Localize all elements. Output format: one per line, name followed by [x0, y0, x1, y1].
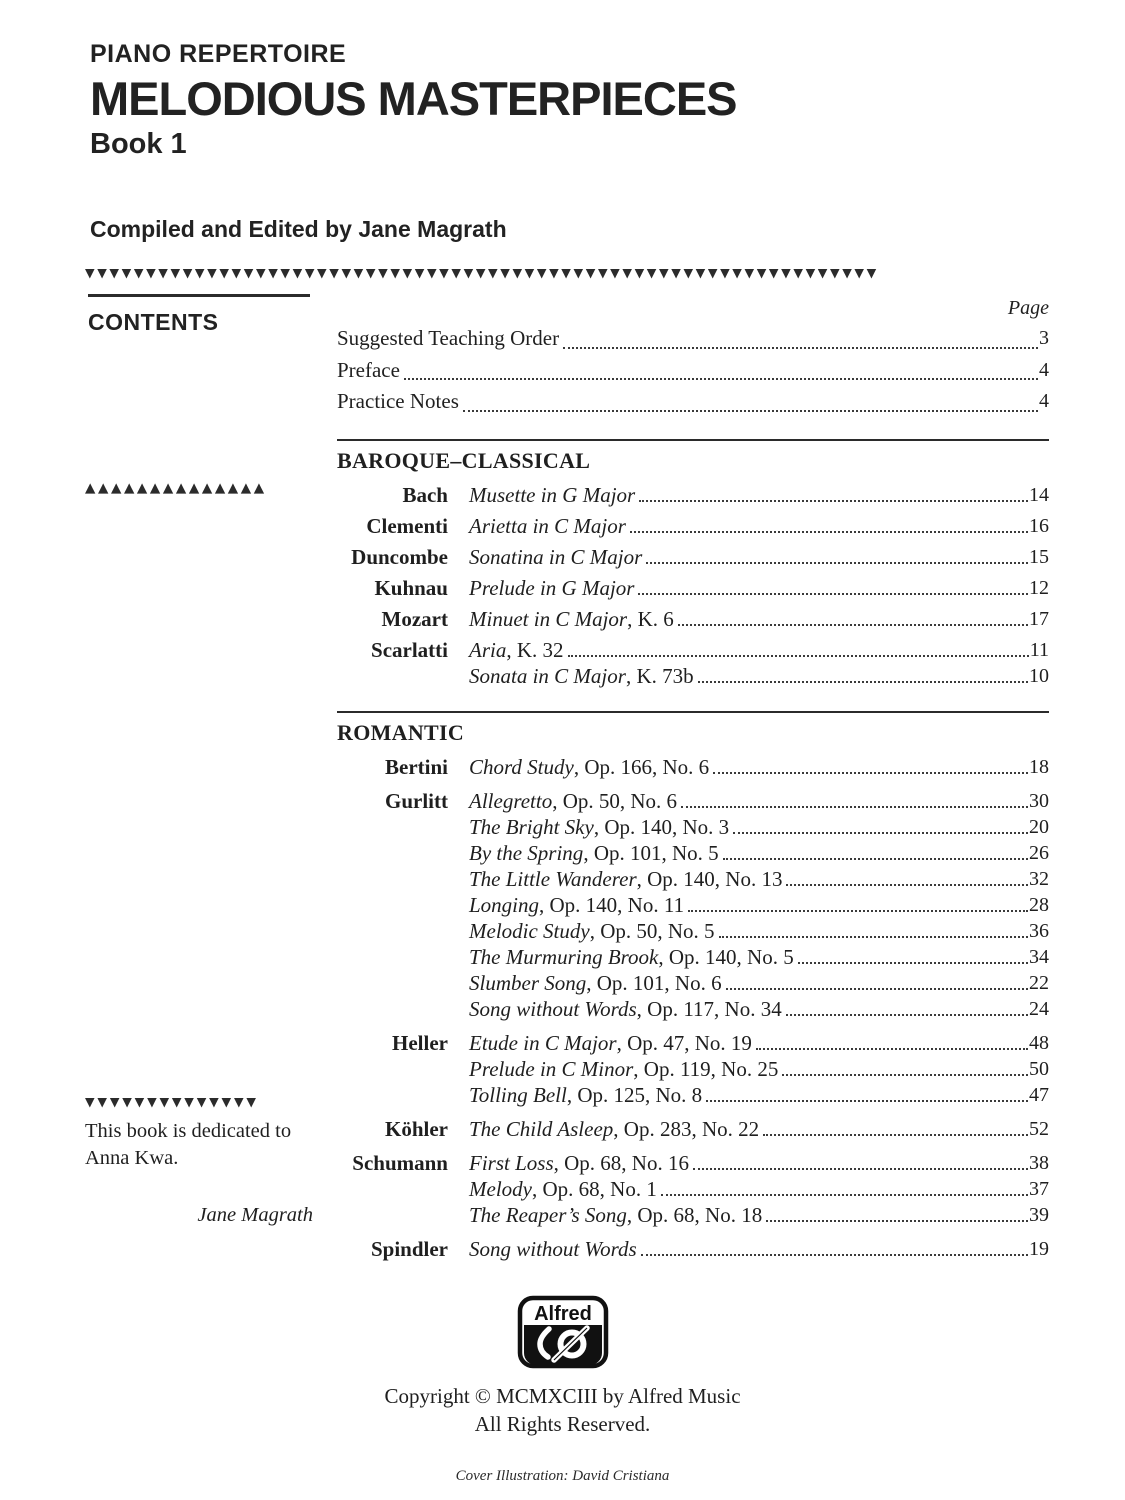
piece-detail: , Op. 47, No. 19	[616, 1030, 752, 1055]
dot-leader	[733, 832, 1028, 834]
page-number: 28	[1029, 893, 1049, 916]
composer-cell: Bertini	[385, 754, 448, 779]
triangle-down-band-icon: ▼▼▼▼▼▼▼▼▼▼▼▼▼▼	[85, 1094, 259, 1109]
dot-leader	[723, 858, 1028, 860]
entry-line	[469, 944, 1049, 970]
piece-title: Sonatina in C Major	[469, 544, 643, 569]
entry-line	[469, 1056, 1049, 1082]
page-number: 50	[1029, 1057, 1049, 1080]
piece-title: Tolling Bell	[469, 1082, 567, 1107]
piece-detail: , Op. 68, No. 1	[531, 1176, 657, 1201]
composer-cell: Duncombe	[351, 544, 448, 569]
section-title: BAROQUE–CLASSICAL	[337, 447, 591, 473]
toc-entry	[337, 1030, 1049, 1056]
piece-detail: , Op. 140, No. 13	[636, 866, 783, 891]
entry-line	[469, 840, 1049, 866]
dot-leader	[688, 910, 1028, 912]
entry-line	[469, 1176, 1049, 1202]
toc-entry	[337, 355, 1049, 387]
page-number: 17	[1029, 607, 1049, 630]
table-of-contents	[337, 297, 1049, 1262]
page-number: 48	[1029, 1031, 1049, 1054]
dot-leader	[786, 1014, 1028, 1016]
dot-leader	[463, 410, 1038, 412]
piece-title: Melody	[469, 1176, 532, 1201]
piece-detail: , Op. 101, No. 6	[586, 970, 722, 995]
piece-title: Minuet in C Major	[469, 606, 628, 631]
composer-cell: Kuhnau	[374, 575, 448, 600]
toc-entry	[337, 544, 1049, 570]
toc-entry	[337, 1176, 1049, 1202]
entry-line	[337, 323, 1049, 355]
piece-detail: , Op. 68, No. 18	[626, 1202, 763, 1227]
dot-leader	[786, 884, 1028, 886]
page-number: 32	[1029, 867, 1049, 890]
piece-detail: , Op. 68, No. 16	[553, 1150, 689, 1175]
piece-detail: , Op. 283, No. 22	[613, 1116, 760, 1141]
piece-detail: , Op. 101, No. 5	[583, 840, 719, 865]
byline: Compiled and Edited by Jane Magrath	[90, 216, 507, 242]
page-number: 10	[1029, 664, 1049, 687]
entry-line	[469, 754, 1049, 780]
entry-line	[469, 814, 1049, 840]
book-number: Book 1	[90, 128, 187, 160]
dedication	[85, 1118, 335, 1227]
entry-line	[469, 1116, 1049, 1142]
dot-leader	[639, 500, 1028, 502]
piece-detail: , Op. 140, No. 5	[658, 944, 794, 969]
entry-line	[469, 637, 1049, 663]
piece-detail: , Op. 50, No. 6	[552, 788, 678, 813]
page-number: 30	[1029, 789, 1049, 812]
dot-leader	[678, 624, 1028, 626]
toc-entry	[337, 606, 1049, 632]
piece-title: Slumber Song	[469, 970, 587, 995]
composer-cell: Scarlatti	[371, 637, 448, 662]
piece-title: Sonata in C Major	[469, 663, 626, 688]
toc-entry	[337, 1056, 1049, 1082]
piece-title: The Reaper’s Song	[469, 1202, 627, 1227]
toc-section	[337, 711, 1049, 1262]
copyright-line: All Rights Reserved.	[474, 1412, 651, 1436]
dot-leader	[681, 806, 1028, 808]
toc-entry	[337, 323, 1049, 355]
toc-entry	[337, 386, 1049, 418]
toc-entry	[337, 482, 1049, 508]
piece-title: Practice Notes	[337, 389, 459, 413]
cover-credit: Cover Illustration: David Cristiana	[455, 1468, 670, 1484]
piece-detail: , Op. 166, No. 6	[573, 754, 710, 779]
dot-leader	[763, 1134, 1028, 1136]
composer-cell: Spindler	[370, 1236, 448, 1261]
piece-detail: , K. 6	[627, 606, 674, 631]
dot-leader	[782, 1074, 1028, 1076]
page-number: 14	[1029, 483, 1049, 506]
composer-cell: Bach	[402, 482, 448, 507]
sections	[337, 439, 1049, 1262]
contents-rule	[88, 294, 310, 297]
entry-line	[469, 1030, 1049, 1056]
entry-line	[469, 1202, 1049, 1228]
dot-leader	[661, 1194, 1028, 1196]
page-number: 12	[1029, 576, 1049, 599]
page-number: 36	[1029, 919, 1049, 942]
toc-entry	[337, 513, 1049, 539]
page-column-label: Page	[1007, 297, 1049, 319]
piece-title: First Loss	[469, 1150, 554, 1175]
piece-detail: , Op. 50, No. 5	[589, 918, 715, 943]
editor-signature: Jane Magrath	[197, 1204, 313, 1226]
piece-title: The Bright Sky	[469, 814, 594, 839]
dot-leader	[693, 1168, 1028, 1170]
toc-entry	[337, 754, 1049, 780]
toc-entry	[337, 788, 1049, 814]
dot-leader	[698, 681, 1028, 683]
toc-entry	[337, 1236, 1049, 1262]
piece-title: Song without Words	[469, 996, 637, 1021]
svg-text:Alfred: Alfred	[533, 1303, 592, 1325]
piece-title: The Child Asleep	[469, 1116, 614, 1141]
dot-leader	[646, 562, 1028, 564]
dot-leader	[719, 936, 1028, 938]
composer-cell: Clementi	[366, 513, 448, 538]
piece-title: Suggested Teaching Order	[337, 326, 560, 350]
dot-leader	[756, 1048, 1028, 1050]
piece-title: Musette in G Major	[469, 482, 636, 507]
contents-label: CONTENTS	[88, 309, 219, 335]
series-title: PIANO REPERTOIRE	[90, 40, 347, 68]
entry-line	[469, 606, 1049, 632]
entry-line	[469, 892, 1049, 918]
entry-line	[469, 970, 1049, 996]
piece-title: Song without Words	[469, 1236, 637, 1261]
piece-detail: , Op. 119, No. 25	[633, 1056, 779, 1081]
dot-leader	[726, 988, 1028, 990]
book-header	[90, 40, 990, 161]
page-number: 15	[1029, 545, 1049, 568]
piece-title: Allegretto	[469, 788, 553, 813]
piece-title: Aria	[469, 637, 507, 662]
entry-line	[469, 482, 1049, 508]
dot-leader	[630, 531, 1028, 533]
toc-entry	[337, 663, 1049, 689]
page-number: 47	[1029, 1083, 1049, 1106]
piece-detail: , Op. 117, No. 34	[636, 996, 782, 1021]
toc-entry	[337, 637, 1049, 663]
dedication-line: Anna Kwa.	[85, 1147, 179, 1169]
page-number: 37	[1029, 1177, 1049, 1200]
entry-line	[469, 544, 1049, 570]
piece-title: Longing	[469, 892, 540, 917]
toc-entry	[337, 575, 1049, 601]
piece-detail: , K. 32	[506, 637, 564, 662]
entry-line	[337, 386, 1049, 418]
composer-cell: Gurlitt	[385, 788, 448, 813]
copyright-line: Copyright © MCMXCIII by Alfred Music	[384, 1384, 741, 1408]
dot-leader	[568, 655, 1029, 657]
entry-line	[469, 918, 1049, 944]
page-number: 11	[1029, 638, 1049, 661]
dot-leader	[706, 1100, 1028, 1102]
page-number: 19	[1029, 1237, 1049, 1260]
piece-title: The Murmuring Brook	[469, 944, 659, 969]
toc-entry	[337, 814, 1049, 840]
piece-detail: , Op. 125, No. 8	[566, 1082, 703, 1107]
page-number: 38	[1029, 1151, 1049, 1174]
toc-entry	[337, 944, 1049, 970]
toc-section	[337, 439, 1049, 689]
piece-title: Arietta in C Major	[469, 513, 626, 538]
page-number: 34	[1029, 945, 1049, 968]
footer	[0, 1295, 1125, 1485]
composer-cell: Schumann	[352, 1150, 448, 1175]
dot-leader	[641, 1254, 1028, 1256]
page-number: 20	[1029, 815, 1049, 838]
dot-leader	[563, 347, 1038, 349]
toc-entry	[337, 840, 1049, 866]
page-number: 4	[1039, 390, 1049, 412]
toc-entry	[337, 1116, 1049, 1142]
piece-detail: , Op. 140, No. 11	[539, 892, 685, 917]
triangle-down-band-icon: ▼▼▼▼▼▼▼▼▼▼▼▼▼▼▼▼▼▼▼▼▼▼▼▼▼▼▼▼▼▼▼▼▼▼▼▼▼▼▼▼▼▼▼▼▼▼▼▼▼▼▼▼▼▼▼▼▼▼▼▼▼▼▼▼▼	[85, 265, 879, 280]
dot-leader	[638, 593, 1028, 595]
triangle-up-band-icon: ▲▲▲▲▲▲▲▲▲▲▲▲▲▲	[85, 480, 267, 496]
piece-title: The Little Wanderer	[469, 866, 637, 891]
piece-title: Preface	[337, 357, 400, 382]
composer-cell: Köhler	[385, 1116, 448, 1141]
entry-line	[469, 866, 1049, 892]
section-title: ROMANTIC	[337, 719, 465, 745]
entry-line	[469, 663, 1049, 689]
page-number: 52	[1029, 1117, 1049, 1140]
piece-detail: , Op. 140, No. 3	[593, 814, 730, 839]
entry-line	[469, 1236, 1049, 1262]
entry-line	[469, 788, 1049, 814]
composer-cell: Mozart	[381, 606, 448, 631]
entry-line	[469, 996, 1049, 1022]
toc-entry	[337, 1202, 1049, 1228]
toc-entry	[337, 1082, 1049, 1108]
entry-line	[469, 513, 1049, 539]
page-number: 18	[1029, 755, 1049, 778]
composer-cell: Heller	[392, 1030, 448, 1055]
entry-line	[469, 1150, 1049, 1176]
toc-entry	[337, 996, 1049, 1022]
toc-entry	[337, 1150, 1049, 1176]
piece-title: Chord Study	[469, 754, 574, 779]
page-number: 22	[1029, 971, 1049, 994]
entry-line	[469, 1082, 1049, 1108]
dot-leader	[713, 772, 1028, 774]
toc-entry	[337, 918, 1049, 944]
piece-title: Prelude in G Major	[469, 575, 635, 600]
page-number: 26	[1029, 841, 1049, 864]
page-number: 24	[1029, 997, 1049, 1020]
piece-title: Prelude in C Minor	[469, 1056, 634, 1081]
dot-leader	[766, 1220, 1028, 1222]
toc-entry	[337, 970, 1049, 996]
piece-title: Etude in C Major	[469, 1030, 617, 1055]
entry-line	[469, 575, 1049, 601]
page-number: 39	[1029, 1203, 1049, 1226]
toc-entry	[337, 892, 1049, 918]
alfred-logo-icon	[517, 1295, 609, 1374]
piece-title: By the Spring	[469, 840, 584, 865]
piece-detail: , K. 73b	[625, 663, 694, 688]
page-title: MELODIOUS MASTERPIECES	[90, 72, 737, 125]
contents-block	[88, 294, 312, 336]
piece-title: Melodic Study	[469, 918, 590, 943]
dedication-line: This book is dedicated to	[85, 1120, 292, 1142]
dot-leader	[798, 962, 1028, 964]
entry-line	[337, 355, 1049, 387]
page-number: 16	[1029, 514, 1049, 537]
page-number: 4	[1039, 358, 1049, 381]
front-matter-list	[337, 323, 1049, 418]
toc-entry	[337, 866, 1049, 892]
dot-leader	[404, 378, 1038, 380]
page-number: 3	[1039, 327, 1049, 349]
